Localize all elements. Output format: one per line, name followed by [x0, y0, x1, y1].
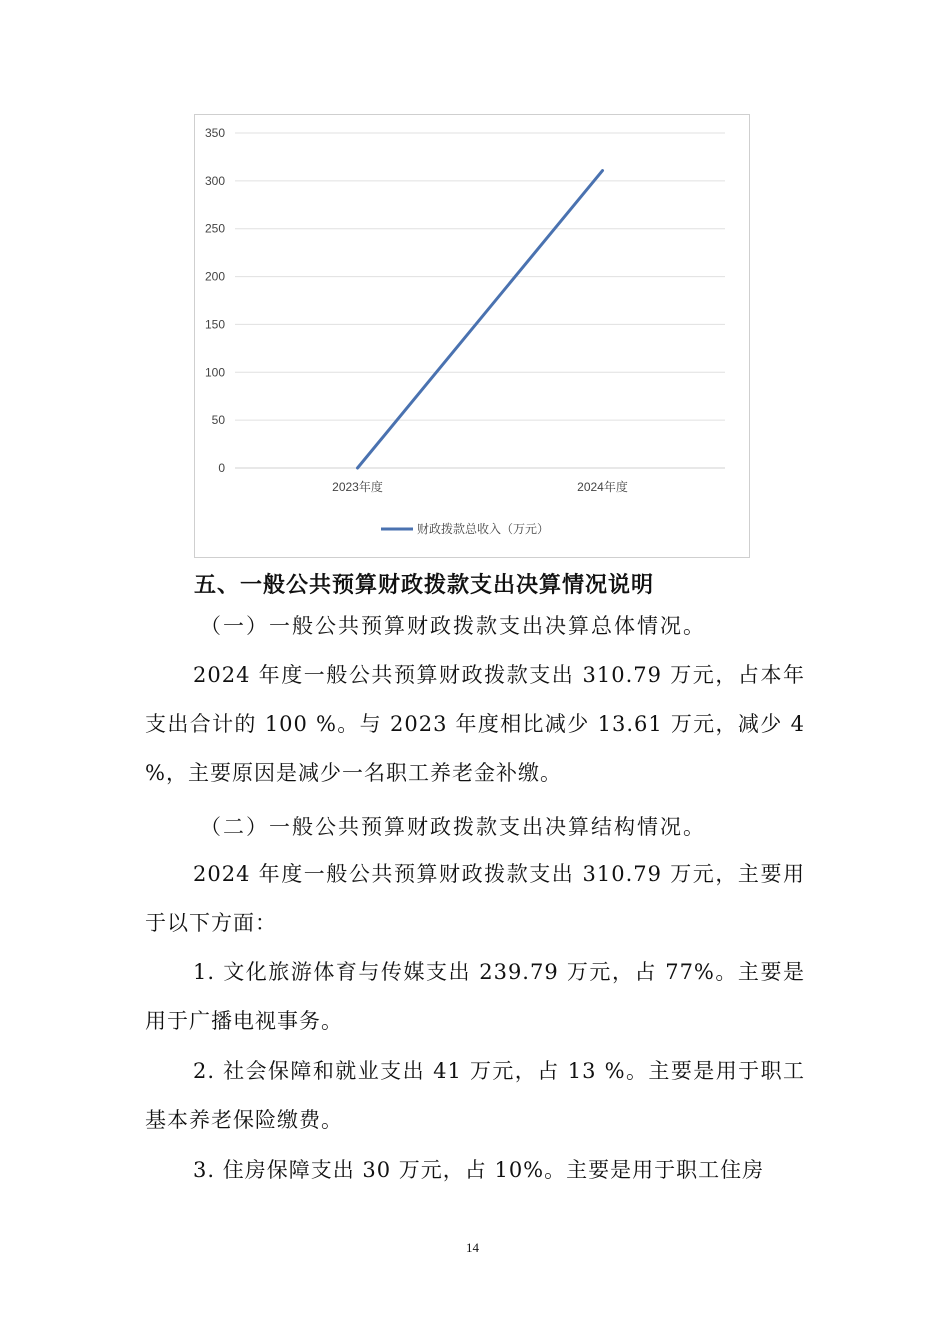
- y-tick-label: 300: [204, 173, 225, 188]
- subheading-structure: （二）一般公共预算财政拨款支出决算结构情况。: [200, 815, 706, 839]
- y-tick-label: 150: [204, 317, 225, 332]
- series-line: [358, 171, 603, 468]
- list-item-culture: 1. 文化旅游体育与传媒支出 239.79 万元，占 77%。主要是用于广播电视事务。: [145, 960, 805, 1033]
- y-tick-label: 0: [218, 461, 225, 475]
- line-chart: [194, 114, 750, 558]
- y-tick-label: 350: [204, 126, 225, 140]
- subheading-overall: （一）一般公共预算财政拨款支出决算总体情况。: [200, 614, 706, 638]
- paragraph-structure: 2024 年度一般公共预算财政拨款支出 310.79 万元，主要用于以下方面：: [145, 862, 805, 935]
- x-tick-label: 2024年度: [577, 480, 628, 494]
- page-number: 14: [466, 1240, 479, 1255]
- list-item-social-security: 2. 社会保障和就业支出 41 万元，占 13 %。主要是用于职工基本养老保险缴费。: [145, 1059, 805, 1132]
- data-point: [602, 170, 603, 171]
- x-tick-label: 2023年度: [332, 480, 383, 494]
- y-tick-label: 50: [211, 413, 225, 428]
- data-point: [357, 468, 358, 469]
- list-item-housing: 3. 住房保障支出 30 万元，占 10%。主要是用于职工住房: [193, 1158, 765, 1182]
- paragraph-overall: 2024 年度一般公共预算财政拨款支出 310.79 万元，占本年支出合计的 100 %。与 2023 年度相比减少 13.61 万元，减少 4 %，主要原因是减少一名职工养老金补缴。: [145, 663, 805, 785]
- legend-label: 财政拨款总收入（万元）: [417, 522, 550, 536]
- y-tick-label: 200: [204, 269, 225, 284]
- chart-svg: [195, 115, 751, 559]
- y-tick-label: 100: [204, 365, 225, 380]
- section-heading: 五、一般公共预算财政拨款支出决算情况说明: [194, 573, 655, 598]
- y-tick-label: 250: [204, 221, 225, 236]
